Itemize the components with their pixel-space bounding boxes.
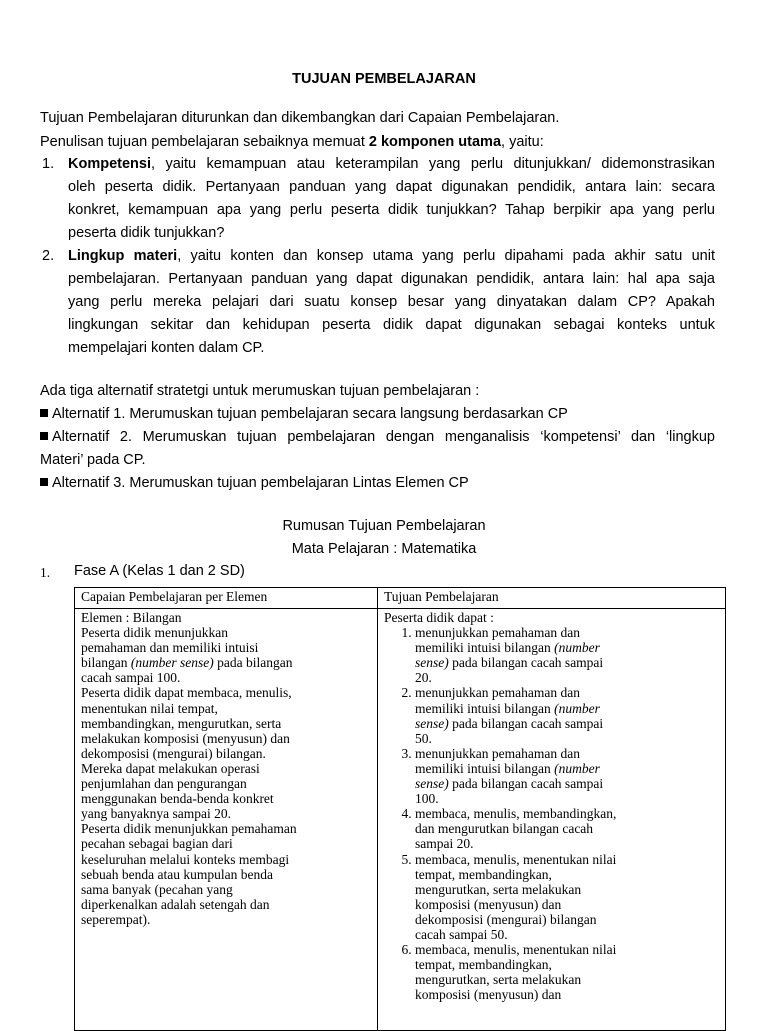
tujuan-intro: Peserta didik dapat : bbox=[384, 610, 494, 625]
square-bullet-icon bbox=[40, 432, 48, 440]
list-item: 3. menunjukkan pemahaman dan memiliki intuisi bilangan (number sense) pada bilangan cacah sampai 100. bbox=[415, 746, 719, 806]
table-header-cell: Capaian Pembelajaran per Elemen bbox=[75, 588, 378, 609]
square-bullet-icon bbox=[40, 478, 48, 486]
component-line: lingkungan sekitar dan kehidupan peserta didik dapat digunakan sebagai konteks untuk bbox=[68, 317, 715, 333]
list-item: 5. membaca, menulis, menentukan nilai tempat, membandingkan, mengurutkan, serta melakukan komposisi (menyusun) dan dekomposisi (mengurai) bilangan cacah sampai 50. bbox=[415, 852, 719, 943]
list-item: 6. membaca, menulis, menentukan nilai tempat, membandingkan, mengurutkan, serta melakukan komposisi (menyusun) dan bbox=[415, 942, 719, 1002]
component-line: Kompetensi, yaitu kemampuan atau keterampilan yang perlu ditunjukkan/ didemonstrasikan bbox=[68, 156, 715, 172]
component-line: Lingkup materi, yaitu konten dan konsep utama yang perlu dipahami pada akhir satu unit bbox=[68, 248, 715, 264]
component-number: 2. bbox=[42, 248, 55, 264]
list-item: 2. menunjukkan pemahaman dan memiliki intuisi bilangan (number sense) pada bilangan cacah sampai 50. bbox=[415, 685, 719, 745]
page-title: TUJUAN PEMBELAJARAN bbox=[292, 71, 476, 87]
alternative-2-continued: Materi’ pada CP. bbox=[40, 452, 146, 468]
alternative-2: Alternatif 2. Merumuskan tujuan pembelajaran dengan menganalisis ‘kompetensi’ dan ‘lingkup bbox=[40, 429, 715, 445]
section-title: Rumusan Tujuan Pembelajaran bbox=[282, 518, 486, 534]
table-header-cell: Tujuan Pembelajaran bbox=[378, 588, 726, 609]
phase-number: 1. bbox=[40, 565, 51, 580]
alternative-3: Alternatif 3. Merumuskan tujuan pembelajaran Lintas Elemen CP bbox=[40, 475, 469, 491]
component-line: pembelajaran. Pertanyaan panduan yang dapat digunakan pendidik, antara lain: hal apa saja bbox=[68, 271, 715, 287]
list-item: 1. menunjukkan pemahaman dan memiliki intuisi bilangan (number sense) pada bilangan cacah sampai 20. bbox=[415, 625, 719, 685]
component-number: 1. bbox=[42, 156, 55, 172]
intro-bold-phrase: 2 komponen utama bbox=[368, 134, 502, 150]
square-bullet-icon bbox=[40, 409, 48, 417]
capaian-cell: Elemen : Bilangan Peserta didik menunjukkan pemahaman dan memiliki intuisi bilangan (number sense) pada bilangan cacah sampai 100. Peserta didik dapat membaca, menulis, menentukan nilai tempat, membandingkan, mengurutkan, serta melakukan komposisi (menyusun) dan dekomposisi (mengurai) bilangan. Mereka dapat melakukan operasi penjumlahan dan pengurangan menggunakan benda-benda konkret yang banyaknya sampai 20. Peserta didik menunjukkan pemahaman pecahan sebagai bagian dari keseluruhan melalui konteks membagi sebuah benda atau kumpulan benda sama banyak (pecahan yang diperkenalkan adalah setengah dan seperempat). bbox=[75, 609, 378, 1031]
table-header-row bbox=[75, 588, 726, 609]
intro-paragraph-2: Penulisan tujuan pembelajaran sebaiknya memuat 2 komponen utama, yaitu: bbox=[40, 134, 544, 150]
component-line: peserta didik tunjukkan? bbox=[68, 225, 225, 241]
component-line: oleh peserta didik. Pertanyaan panduan yang dapat digunakan pendidik, antara lain: secara bbox=[68, 179, 715, 195]
tujuan-list bbox=[384, 625, 719, 1002]
component-line: yang perlu mereka pelajari dari suatu konsep besar yang dinyatakan dalam CP? Apakah bbox=[68, 294, 715, 310]
table-row bbox=[75, 609, 726, 1031]
tujuan-cell bbox=[378, 609, 726, 1031]
learning-objectives-table bbox=[74, 587, 726, 1031]
component-line: konkret, kemampuan apa yang perlu peserta didik tunjukkan? Tahap berpikir apa yang perlu bbox=[68, 202, 715, 218]
phase-label: Fase A (Kelas 1 dan 2 SD) bbox=[74, 563, 245, 579]
alternative-1: Alternatif 1. Merumuskan tujuan pembelajaran secara langsung berdasarkan CP bbox=[40, 406, 568, 422]
list-item: 4. membaca, menulis, membandingkan, dan mengurutkan bilangan cacah sampai 20. bbox=[415, 806, 719, 851]
subject-label: Mata Pelajaran : Matematika bbox=[291, 541, 477, 557]
component-line: mempelajari konten dalam CP. bbox=[68, 340, 265, 356]
intro-paragraph-1: Tujuan Pembelajaran diturunkan dan dikembangkan dari Capaian Pembelajaran. bbox=[40, 110, 560, 126]
alternatives-intro: Ada tiga alternatif stratetgi untuk merumuskan tujuan pembelajaran : bbox=[40, 383, 480, 399]
